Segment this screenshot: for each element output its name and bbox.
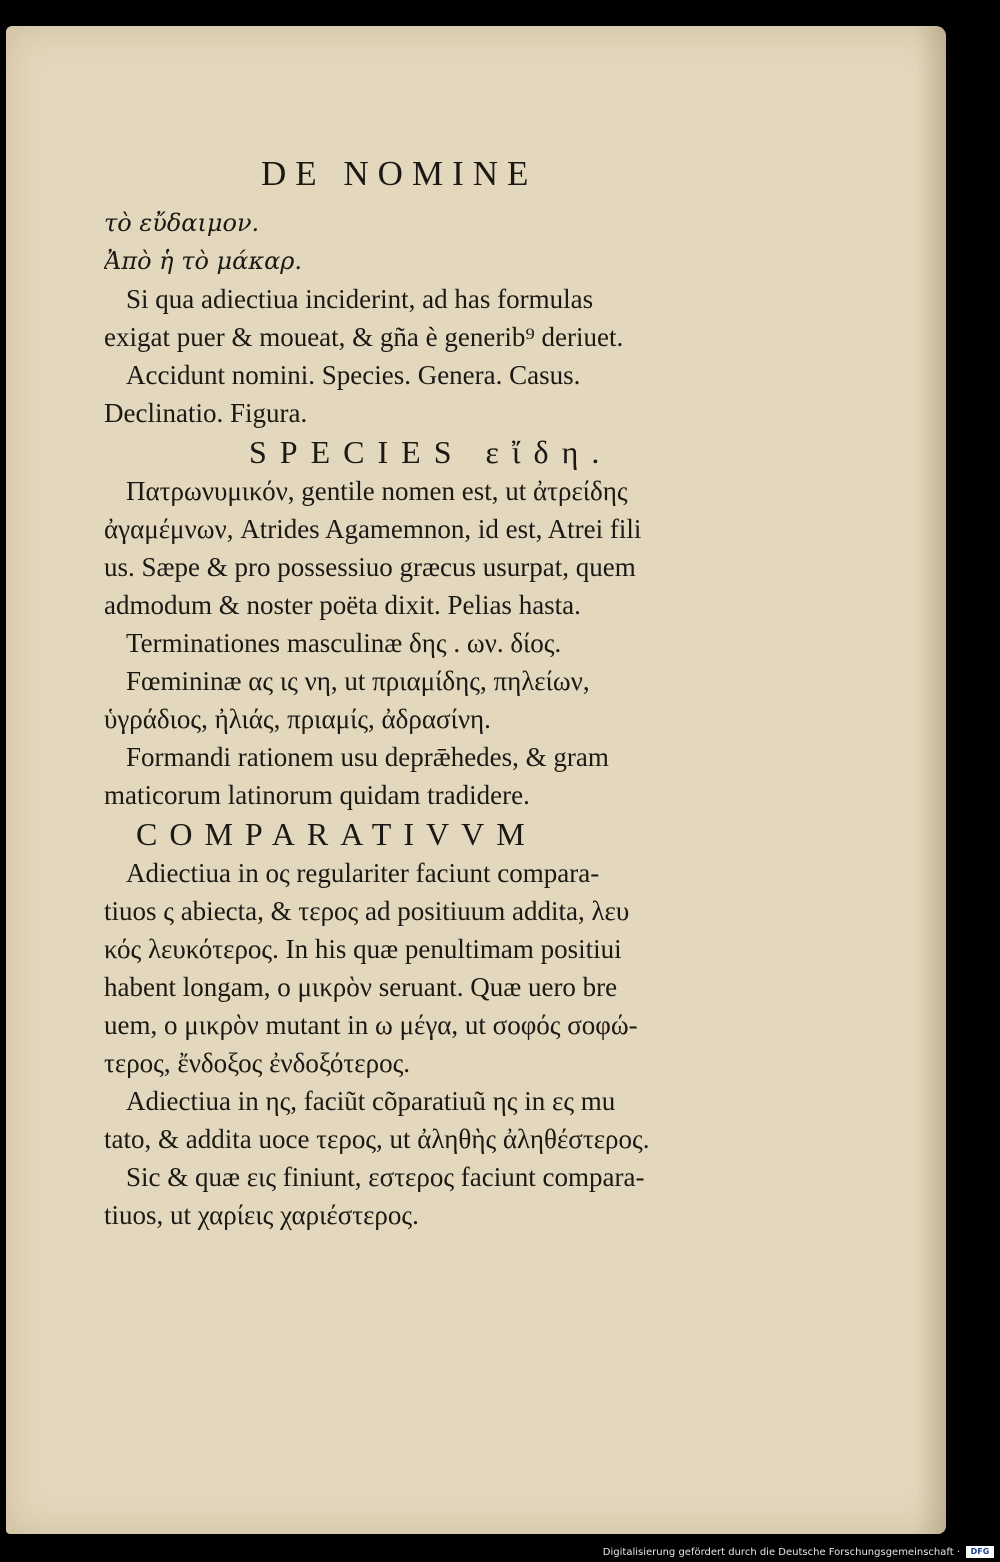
text-line-1: τὸ εὔδαιμον.: [104, 209, 260, 237]
text-line-25: tato, & addita uoce τερος, ut ἀληθὴς ἀληθέστερος.: [104, 1124, 650, 1154]
text-line-2: Ἀπὸ ἡ τὸ μάκαρ.: [104, 247, 303, 275]
page-body: [104, 204, 764, 1234]
text-line-6: Declinatio. Figura.: [104, 398, 308, 428]
text-line-22: uem, ο μικρὸν mutant in ω μέγα, ut σοφός σοφώ-: [104, 1010, 638, 1040]
digitization-credit: Digitalisierung gefördert durch die Deutsche Forschungsgemeinschaft ·: [602, 1547, 960, 1558]
text-line-11: admodum & noster poëta dixit. Pelias hasta.: [104, 590, 581, 620]
text-line-8: Πατρωνυμικόν, gentile nomen est, ut ἀτρείδης: [126, 476, 628, 506]
footer-bar: [0, 1540, 1000, 1562]
section-heading-species: SPECIES εἴδη.: [249, 434, 613, 470]
dfg-logo: DFG: [966, 1546, 994, 1558]
text-line-4: exigat puer & moueat, & gña è generib⁹ deriuet.: [104, 322, 624, 352]
text-line-18: Adiectiua in ος regulariter faciunt compara-: [126, 858, 600, 888]
text-line-10: us. Sæpe & pro possessiuo græcus usurpat, quem: [104, 552, 636, 582]
text-line-9: ἀγαμέμνων, Atrides Agamemnon, id est, Atrei fili: [104, 514, 642, 544]
text-line-24: Adiectiua in ης, faciũt cõparatiuũ ης in ες mu: [126, 1086, 616, 1116]
text-line-14: ὑγράδιος, ἠλιάς, πριαμίς, ἀδρασίνη.: [104, 704, 491, 734]
text-line-12: Terminationes masculinæ δης . ων. δίος.: [126, 628, 562, 658]
running-head: DE NOMINE: [261, 154, 538, 193]
text-line-23: τερος, ἔνδοξος ἐνδοξότερος.: [104, 1048, 411, 1078]
text-line-20: κός λευκότερος. In his quæ penultimam positiui: [104, 934, 622, 964]
text-line-27: tiuos, ut χαρίεις χαριέστερος.: [104, 1200, 419, 1230]
text-line-19: tiuos ς abiecta, & τερος ad positiuum addita, λευ: [104, 896, 630, 926]
text-line-3: Si qua adiectiua inciderint, ad has formulas: [126, 284, 594, 314]
section-heading-comparativum: COMPARATIVVM: [136, 816, 537, 852]
text-line-13: Fœmininæ ας ις νη, ut πριαμίδης, πηλείων,: [126, 666, 590, 696]
book-page: [6, 26, 946, 1534]
text-line-15: Formandi rationem usu deprǣhedes, & gram: [126, 742, 609, 772]
text-line-21: habent longam, ο μικρὸν seruant. Quæ uero bre: [104, 972, 618, 1002]
text-line-26: Sic & quæ εις finiunt, εστερος faciunt compara-: [126, 1162, 645, 1192]
text-line-5: Accidunt nomini. Species. Genera. Casus.: [126, 360, 581, 390]
page-edge-shadow: [916, 26, 946, 1534]
text-line-16: maticorum latinorum quidam tradidere.: [104, 780, 530, 810]
